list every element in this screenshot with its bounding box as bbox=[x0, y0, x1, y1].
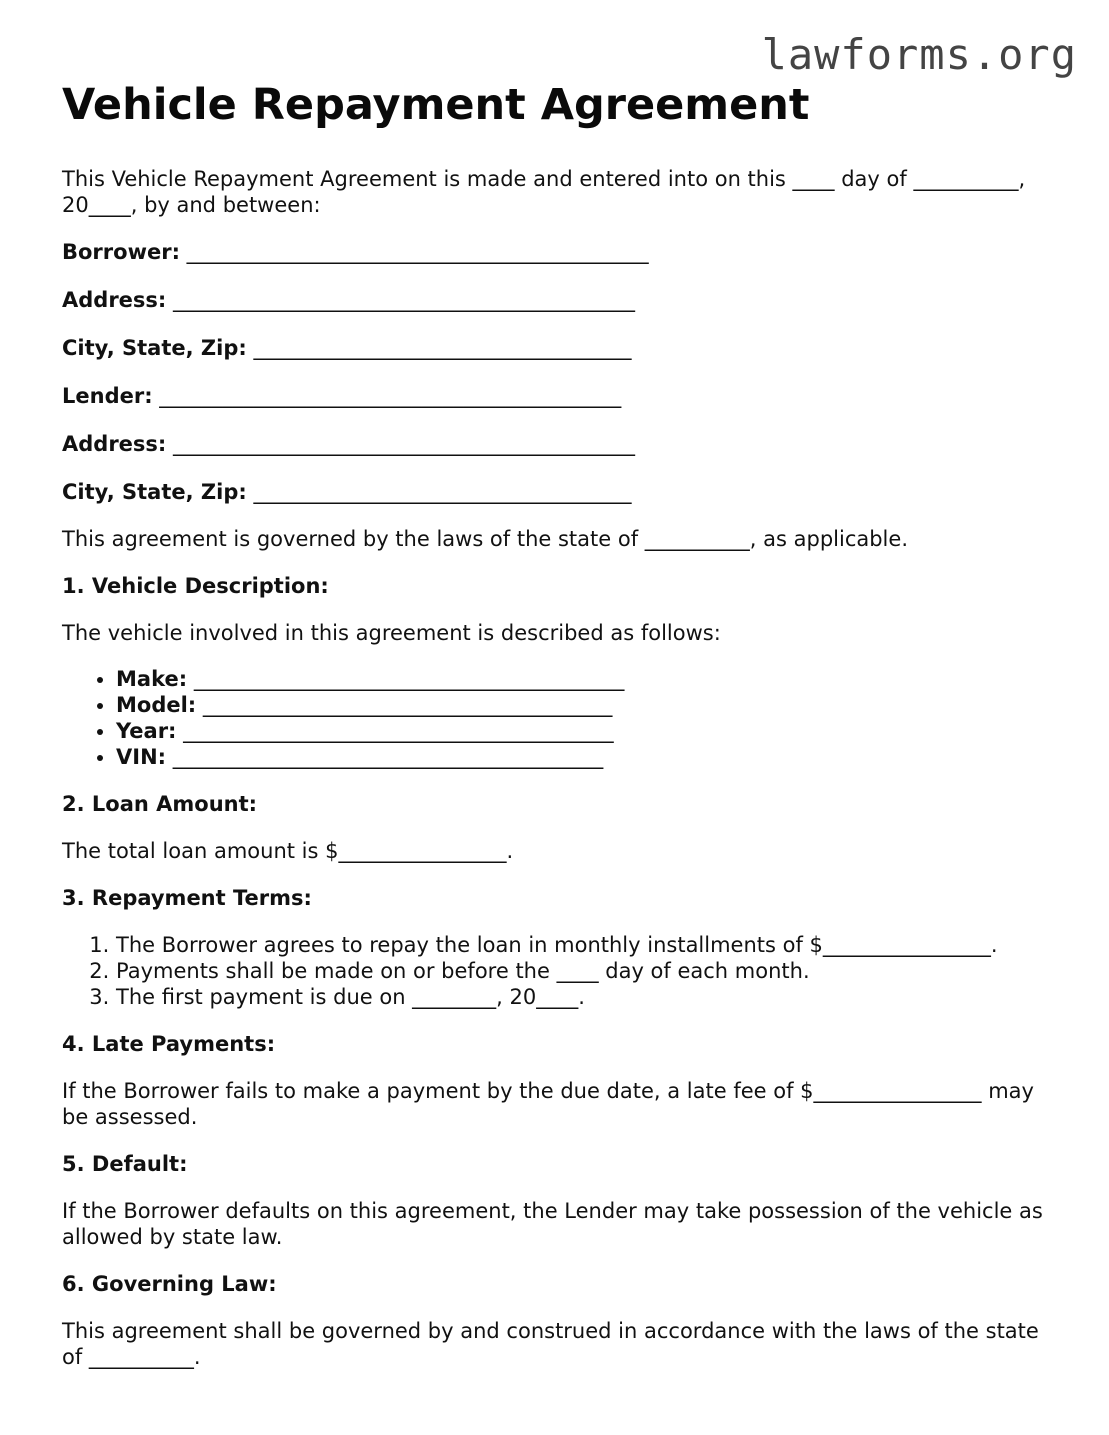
field-label: Address: bbox=[62, 288, 167, 312]
field-blank: ____________________________________________ bbox=[159, 384, 622, 408]
section-heading-repayment-terms: 3. Repayment Terms: bbox=[62, 886, 312, 910]
item-blank: _________________________________________ bbox=[172, 745, 604, 769]
field-label: City, State, Zip: bbox=[62, 480, 247, 504]
watermark-logo: lawforms.org bbox=[761, 30, 1077, 79]
vehicle-intro: The vehicle involved in this agreement is described as follows: bbox=[62, 621, 721, 645]
lender-city-state-zip-field bbox=[62, 478, 1062, 506]
section-heading-loan-amount: 2. Loan Amount: bbox=[62, 792, 258, 816]
list-item: 1. The Borrower agrees to repay the loan in monthly installments of $________________. bbox=[116, 932, 1062, 958]
field-label: City, State, Zip: bbox=[62, 336, 247, 360]
item-label: VIN: bbox=[116, 745, 167, 769]
intro-paragraph: This Vehicle Repayment Agreement is made and entered into on this ____ day of __________, 20____, by and between: bbox=[62, 167, 1026, 217]
item-blank: _________________________________________ bbox=[183, 719, 614, 743]
section-heading-default: 5. Default: bbox=[62, 1152, 188, 1176]
field-blank: ____________________________________________ bbox=[173, 432, 636, 456]
field-blank: ____________________________________________ bbox=[186, 240, 649, 264]
section-heading-vehicle: 1. Vehicle Description: bbox=[62, 574, 329, 598]
list-item bbox=[116, 692, 1062, 718]
field-blank: ____________________________________ bbox=[253, 480, 632, 504]
late-payments-paragraph: If the Borrower fails to make a payment by the due date, a late fee of $________________ may be assessed. bbox=[62, 1079, 1034, 1129]
governing-law-paragraph: This agreement shall be governed by and construed in accordance with the laws of the state of __________. bbox=[62, 1319, 1039, 1369]
field-label: Lender: bbox=[62, 384, 153, 408]
item-label: Model: bbox=[116, 693, 197, 717]
list-item: 2. Payments shall be made on or before the ____ day of each month. bbox=[116, 958, 1062, 984]
item-label: Make: bbox=[116, 667, 188, 691]
list-item bbox=[116, 744, 1062, 770]
field-label: Address: bbox=[62, 432, 167, 456]
document-title: Vehicle Repayment Agreement bbox=[62, 80, 810, 130]
borrower-city-state-zip-field bbox=[62, 334, 1062, 362]
default-paragraph: If the Borrower defaults on this agreement, the Lender may take possession of the vehicle as allowed by state law. bbox=[62, 1199, 1043, 1249]
item-blank: _________________________________________ bbox=[193, 667, 625, 691]
borrower-address-field bbox=[62, 286, 1062, 314]
list-item: 3. The first payment is due on ________, 20____. bbox=[116, 984, 1062, 1010]
field-blank: ____________________________________ bbox=[253, 336, 632, 360]
list-item bbox=[116, 666, 1062, 692]
list-item bbox=[116, 718, 1062, 744]
lender-address-field bbox=[62, 430, 1062, 458]
repayment-terms-list bbox=[62, 932, 1062, 1010]
item-blank: _______________________________________ bbox=[202, 693, 613, 717]
lender-field bbox=[62, 382, 1062, 410]
governing-state-paragraph: This agreement is governed by the laws of the state of __________, as applicable. bbox=[62, 527, 908, 551]
section-heading-late-payments: 4. Late Payments: bbox=[62, 1032, 276, 1056]
field-label: Borrower: bbox=[62, 240, 180, 264]
borrower-field bbox=[62, 238, 1062, 266]
document-page bbox=[62, 78, 1062, 1390]
section-heading-governing-law: 6. Governing Law: bbox=[62, 1272, 277, 1296]
item-label: Year: bbox=[116, 719, 177, 743]
field-blank: ____________________________________________ bbox=[173, 288, 636, 312]
vehicle-details-list bbox=[62, 666, 1062, 770]
loan-amount-paragraph: The total loan amount is $________________. bbox=[62, 839, 514, 863]
